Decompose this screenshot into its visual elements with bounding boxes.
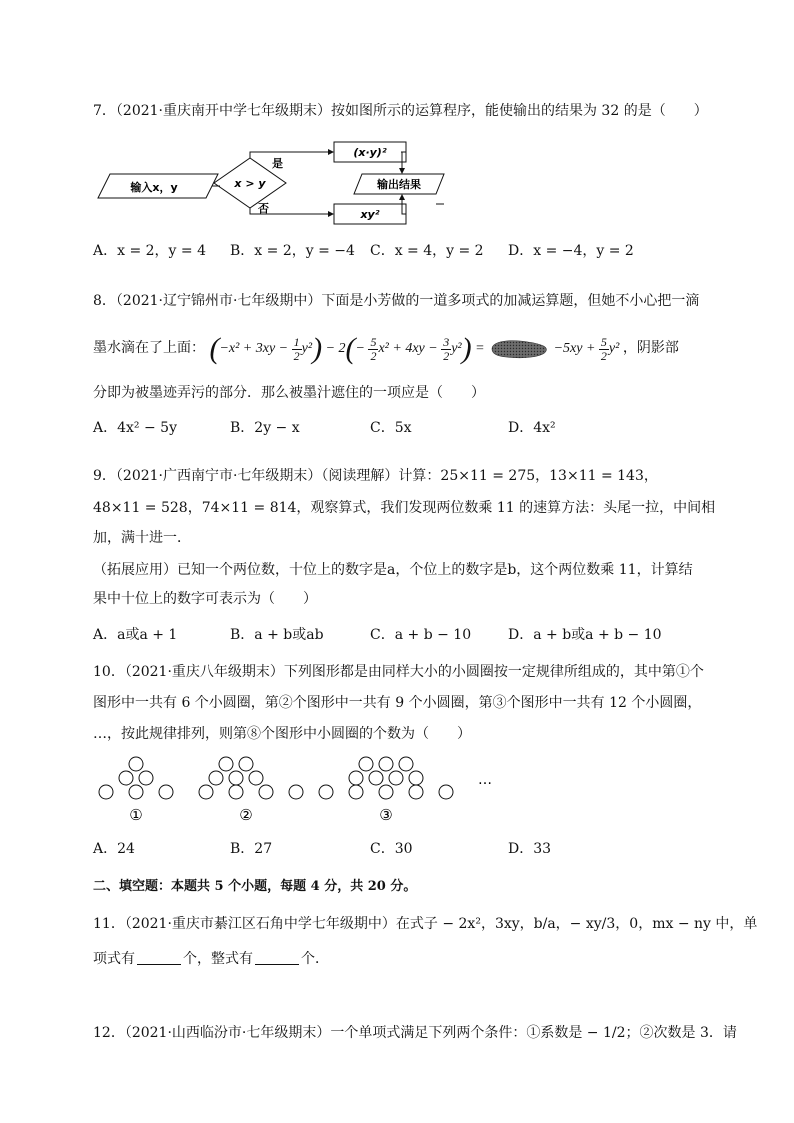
q11-text-b: 个，整式有 (183, 951, 253, 967)
flow-input-label: 输入x，y (130, 181, 178, 194)
q9-option-d: D．a + b或a + b − 10 (508, 627, 662, 643)
q10-option-c: C．30 (370, 841, 413, 857)
q7-option-c: C．x = 4，y = 2 (370, 243, 484, 259)
pattern-circle (259, 785, 273, 799)
pattern-circle (319, 785, 333, 799)
pattern-circle (219, 757, 233, 771)
q10-line3: …，按此规律排列，则第⑧个图形中小圆圈的个数为（ ） (93, 726, 471, 742)
pattern-circle (209, 771, 223, 785)
q9-line3: 加，满十进一． (93, 530, 191, 546)
pattern-circle (99, 785, 113, 799)
pattern-circle (239, 757, 253, 771)
pattern-circle (119, 771, 133, 785)
q11-blank-polynomials[interactable] (255, 950, 299, 965)
q9-line2: 48×11 = 528，74×11 = 814，观察算式，我们发现两位数乘 11 的速算方法：头尾一拉，中间相 (93, 500, 716, 516)
q7-option-d: D．x = −4，y = 2 (508, 243, 634, 259)
flow-output-label: 输出结果 (377, 178, 421, 191)
pattern-ellipsis: … (478, 772, 492, 788)
flow-bottom-box-label: xy² (360, 208, 380, 221)
pattern-circle (349, 785, 363, 799)
pattern-circle (409, 785, 423, 799)
pattern-circle (129, 757, 143, 771)
q10-option-b: B．27 (230, 841, 273, 857)
pattern-circle (159, 785, 173, 799)
q8-option-c: C．5x (370, 420, 412, 436)
q9-option-a: A．a或a + 1 (93, 627, 178, 643)
pattern-circle (229, 785, 243, 799)
q8-option-a: A．4x² − 5y (93, 420, 177, 436)
q11-blank-monomials[interactable] (137, 950, 181, 965)
q9-option-c: C．a + b − 10 (370, 627, 472, 643)
pattern-circle (409, 771, 423, 785)
pattern-circle (359, 757, 373, 771)
q9-line4: （拓展应用）已知一个两位数，十位上的数字是a，个位上的数字是b，这个两位数乘 11，计算结 (93, 562, 693, 578)
q11-text-a: 项式有 (93, 951, 135, 967)
q8-line3: 分即为被墨迹弄污的部分．那么被墨汁遮住的一项应是（ ） (93, 385, 485, 401)
pattern-circle (399, 757, 413, 771)
q10-line1: 10．（2021·重庆八年级期末）下列图形都是由同样大小的小圆圈按一定规律所组成的，其中第①个 (93, 664, 704, 680)
ink-blot-icon (488, 338, 550, 360)
flow-no-label: 否 (258, 202, 269, 215)
pattern-circle (439, 785, 453, 799)
q7-option-a: A．x = 2，y = 4 (93, 243, 206, 259)
q10-circle-patterns (93, 752, 513, 828)
pattern-label-1: ① (129, 806, 143, 824)
pattern-circle (349, 771, 363, 785)
pattern-circle (379, 785, 393, 799)
pattern-circle (199, 785, 213, 799)
pattern-label-2: ② (239, 806, 253, 824)
pattern-circle (129, 785, 143, 799)
pattern-circle (249, 771, 263, 785)
pattern-circle (369, 771, 383, 785)
q11-line1: 11．（2021·重庆市綦江区石角中学七年级期中）在式子 − 2x²，3xy，b/a，− xy/3，0，mx − ny 中，单 (93, 916, 758, 932)
q9-option-b: B．a + b或ab (230, 627, 324, 643)
flow-decision-label: x > y (234, 177, 266, 190)
q10-option-d: D．33 (508, 841, 552, 857)
q11-line2 (93, 949, 329, 969)
q11-text-c: 个． (301, 951, 329, 967)
q8-option-b: B．2y − x (230, 420, 300, 436)
q8-option-d: D．4x² (508, 420, 556, 436)
q8-stem: 8．（2021·辽宁锦州市·七年级期中）下面是小芳做的一道多项式的加减运算题，但她不小心把一滴 (93, 293, 700, 309)
pattern-circle (229, 771, 243, 785)
q8-expression-line (93, 332, 679, 365)
pattern-circle (289, 785, 303, 799)
pattern-circle (379, 757, 393, 771)
q7-flowchart (96, 136, 456, 232)
pattern-circle (139, 771, 153, 785)
q10-line2: 图形中一共有 6 个小圆圈，第②个图形中一共有 9 个小圆圈，第③个图形中一共有 12 个小圆圈， (93, 695, 702, 711)
q7-stem: 7．（2021·重庆南开中学七年级期末）按如图所示的运算程序，能使输出的结果为 32 的是（ ） (93, 103, 708, 119)
pattern-label-3: ③ (379, 806, 393, 824)
q10-option-a: A．24 (93, 841, 135, 857)
section-2-heading: 二、填空题：本题共 5 个小题，每题 4 分，共 20 分。 (93, 879, 417, 894)
q8-prefix: 墨水滴在了上面： (93, 340, 205, 357)
q8-suffix: ，阴影部 (622, 340, 679, 357)
flow-top-box-label: (x·y)² (353, 146, 387, 159)
flow-yes-label: 是 (272, 157, 283, 170)
q7-option-b: B．x = 2，y = −4 (230, 243, 355, 259)
q12-line1: 12．（2021·山西临汾市·七年级期末）一个单项式满足下列两个条件：①系数是 − 1/2；②次数是 3．请 (93, 1025, 737, 1041)
q9-line1: 9．（2021·广西南宁市·七年级期末）（阅读理解）计算：25×11 = 275，13×11 = 143， (93, 468, 658, 484)
q9-line5: 果中十位上的数字可表示为（ ） (93, 591, 317, 607)
pattern-circle (389, 771, 403, 785)
q8-expression: (−x² + 3xy − $\frac{1}{2}$ y²) − 2(− $\frac{5}{2}$ x² + 4xy − $\frac{3}{2}$ y²) = −5xy + $\frac{5}{2}$ y² (209, 332, 623, 365)
